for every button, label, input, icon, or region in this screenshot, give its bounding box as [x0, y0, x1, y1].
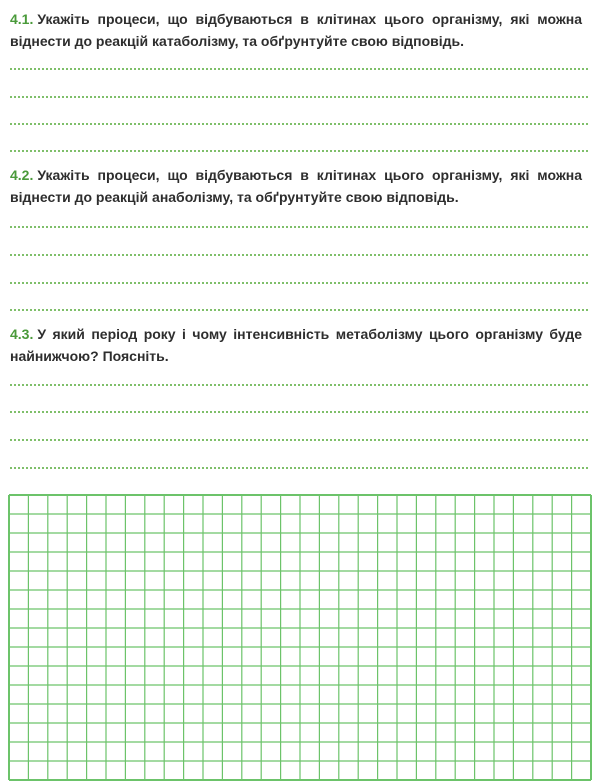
- answer-line[interactable]: [10, 467, 588, 469]
- answer-line[interactable]: [10, 96, 588, 98]
- question-text: У який період року і чому інтенсивність метаболізму цього організму буде найнижчою? Поясніть.: [10, 326, 582, 364]
- answer-line[interactable]: [10, 439, 588, 441]
- answer-line[interactable]: [10, 282, 588, 284]
- question-number: 4.2.: [10, 167, 34, 183]
- question-4-3: [10, 323, 582, 367]
- question-text: Укажіть процеси, що відбуваються в клітинах цього організму, які можна віднести до реакцій анаболізму, та обґрунтуйте свою відповідь.: [10, 167, 582, 205]
- question-4-1: [10, 8, 582, 52]
- answer-line[interactable]: [10, 411, 588, 413]
- question-4-2: [10, 164, 582, 208]
- answer-line[interactable]: [10, 68, 588, 70]
- answer-line[interactable]: [10, 254, 588, 256]
- answer-line[interactable]: [10, 150, 588, 152]
- answer-line[interactable]: [10, 123, 588, 125]
- answer-line[interactable]: [10, 384, 588, 386]
- answer-line[interactable]: [10, 309, 588, 311]
- question-number: 4.1.: [10, 11, 34, 27]
- graph-paper-grid[interactable]: [8, 494, 592, 781]
- question-number: 4.3.: [10, 326, 34, 342]
- question-text: Укажіть процеси, що відбуваються в клітинах цього організму, які можна віднести до реакцій катаболізму, та обґрунтуйте свою відповідь.: [10, 11, 582, 49]
- answer-line[interactable]: [10, 226, 588, 228]
